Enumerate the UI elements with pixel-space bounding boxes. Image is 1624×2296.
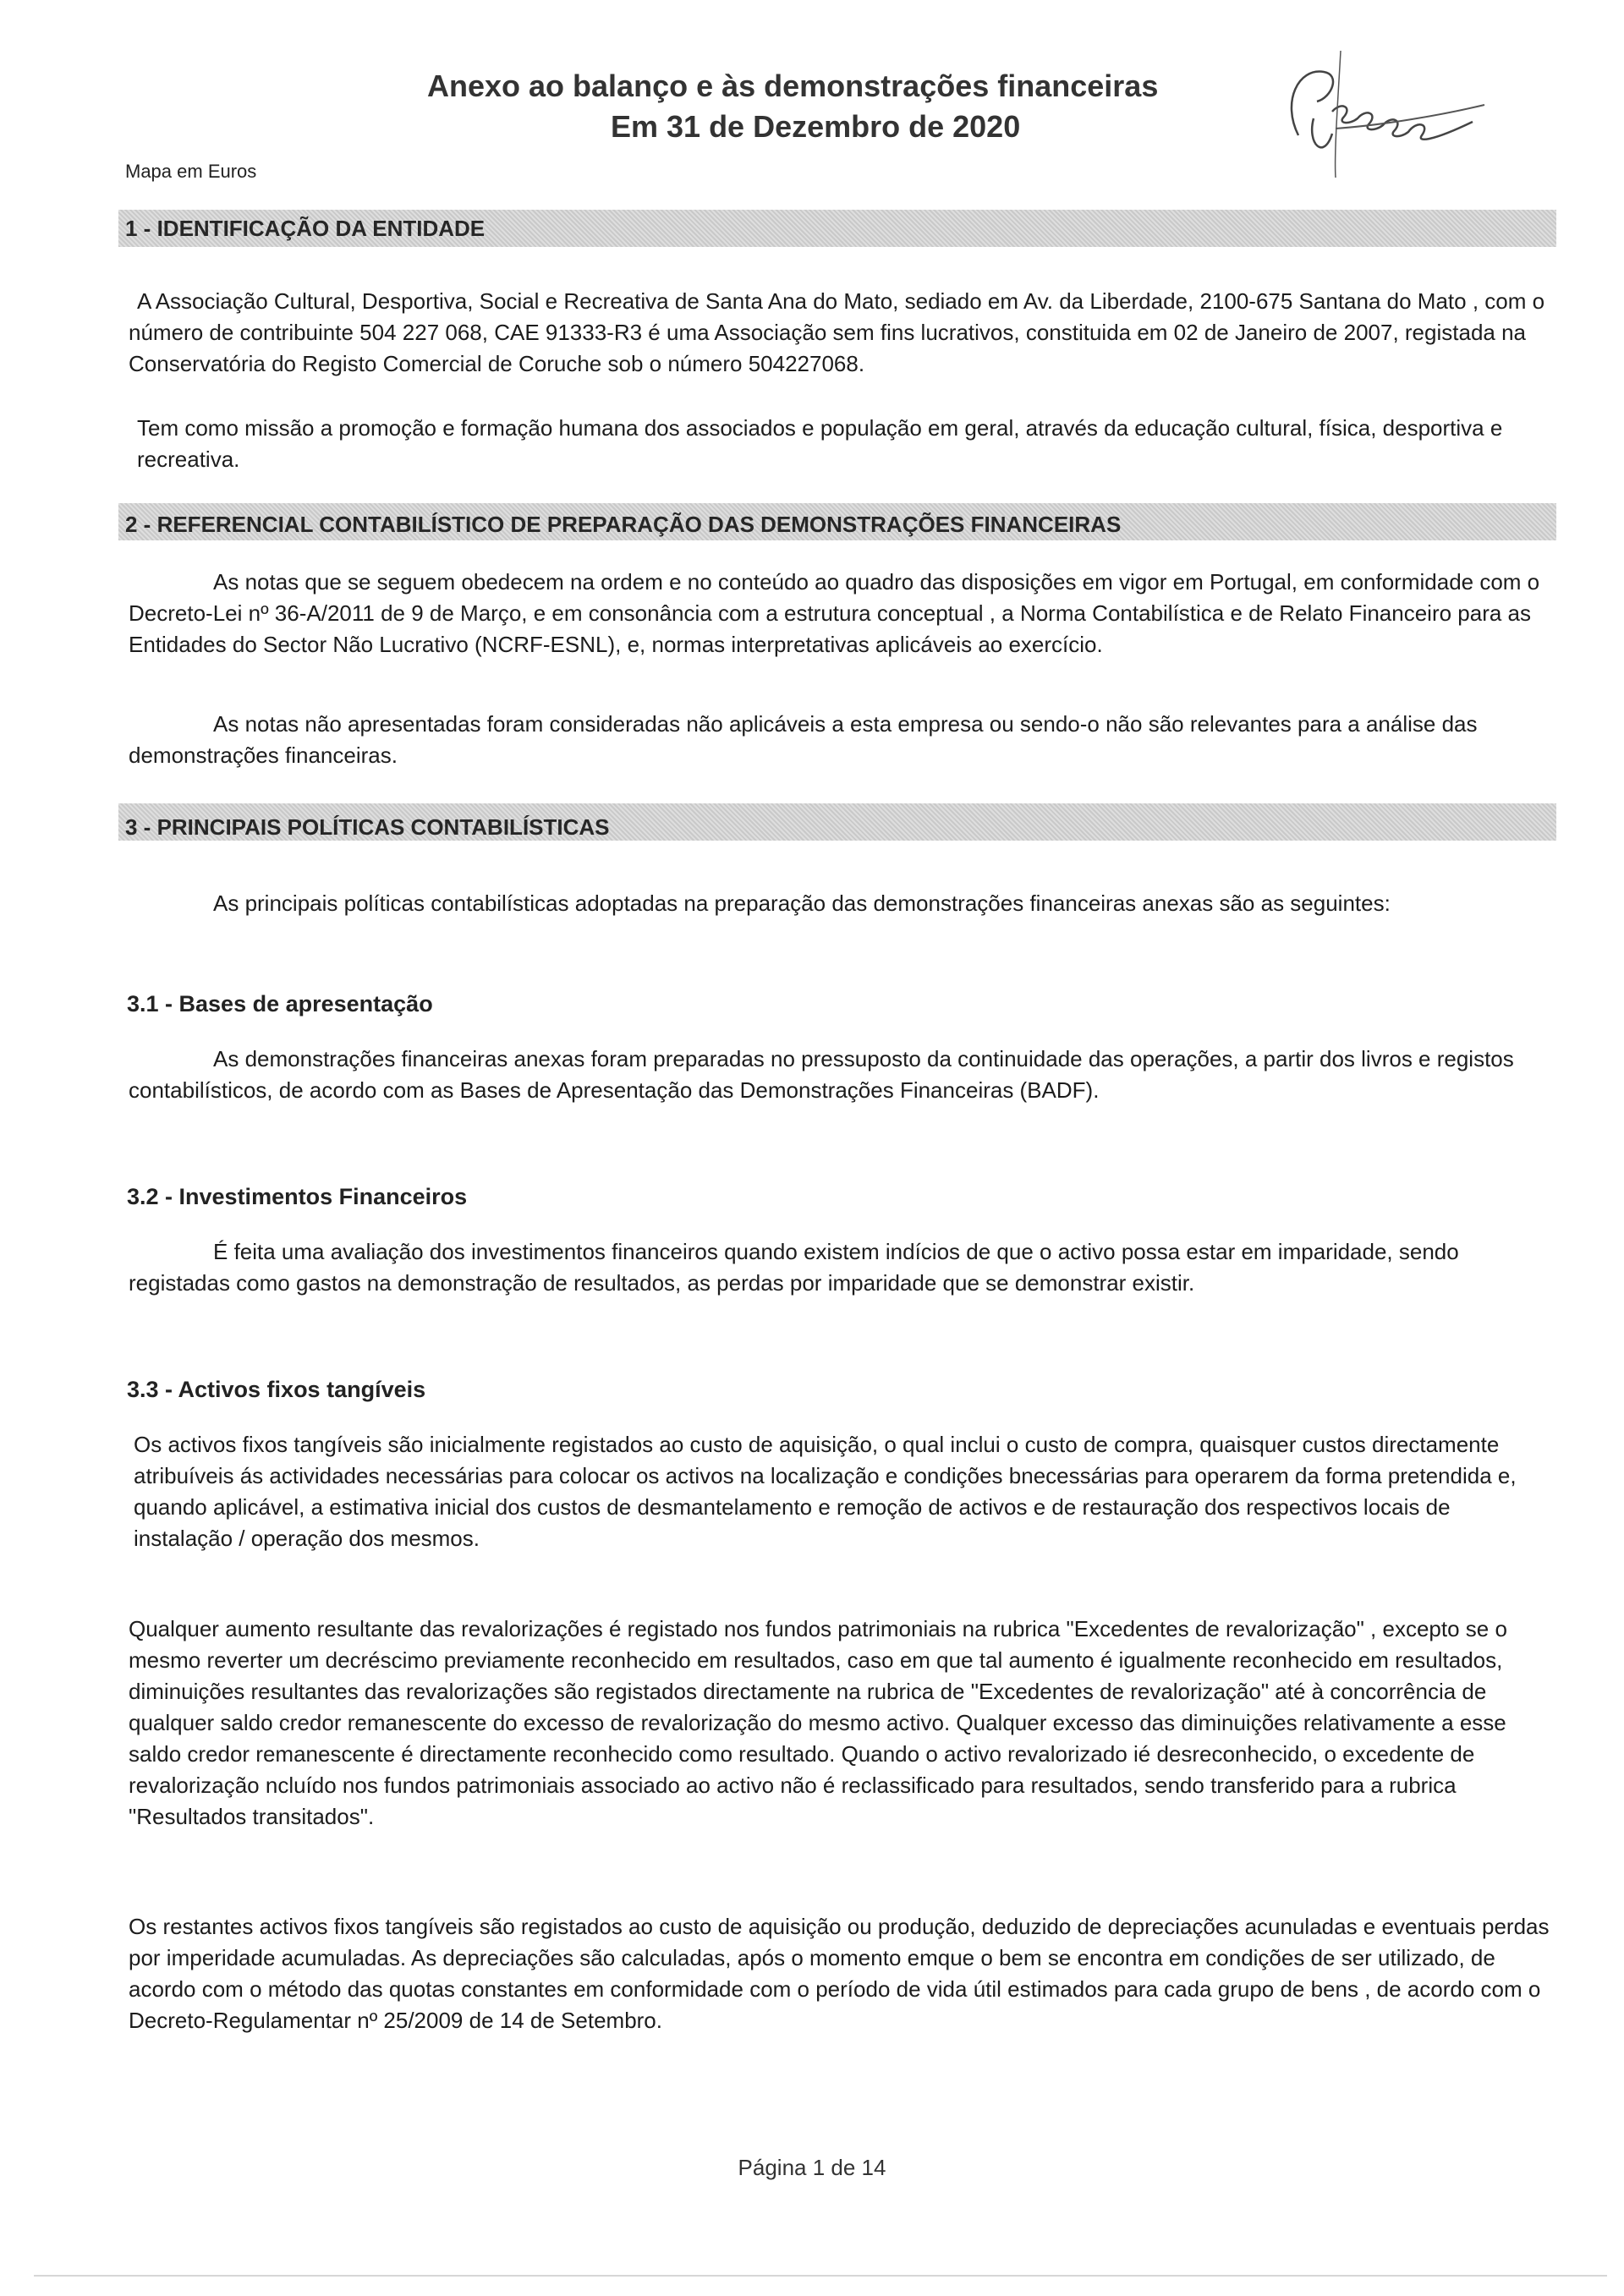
section-2-paragraph-2: As notas não apresentadas foram consideradas não aplicáveis a esta empresa ou sendo-o não são relevantes para a análise das demonstrações financeiras. (129, 711, 1478, 768)
section-2-paragraph-1: As notas que se seguem obedecem na ordem e no conteúdo ao quadro das disposições em vigor em Portugal, em conformidade com o Decreto-Lei nº 36-A/2011 de 9 de Março, e em consonância com a estrutura conceptual , a Norma Contabilística e de Relato Financeiro para as Entidades do Sector Não Lucrativo (NCRF-ESNL), e, normas interpretativas aplicáveis ao exercício. (129, 569, 1540, 657)
section-1-paragraph-2: Tem como missão a promoção e formação humana dos associados e população em geral, através da educação cultural, física, desportiva e recreativa. (137, 415, 1503, 472)
section-3-intro: As principais políticas contabilísticas adoptadas na preparação das demonstrações financeiras anexas são as seguintes: (213, 890, 1391, 916)
page-number: Página 1 de 14 (738, 2155, 886, 2180)
section-2-heading: 2 - REFERENCIAL CONTABILÍSTICO DE PREPARAÇÃO DAS DEMONSTRAÇÕES FINANCEIRAS (125, 512, 1122, 537)
section-1-paragraph-1: A Associação Cultural, Desportiva, Social e Recreativa de Santa Ana do Mato, sediado em Av. da Liberdade, 2100-675 Santana do Mato , com o número de contribuinte 504 227 068, CAE 91333-R3 é uma Associação sem fins lucrativos, constituida em 02 de Janeiro de 2007, registada na Conservatória do Registo Comercial de Coruche sob o número 504227068. (129, 288, 1545, 376)
document-title: Anexo ao balanço e às demonstrações financeiras (427, 68, 1159, 103)
subsection-3-3-paragraph-3: Os restantes activos fixos tangíveis são registados ao custo de aquisição ou produção, deduzido de depreciações acunuladas e eventuais perdas por imperidade acumuladas. As depreciações são calculadas, após o momento emque o bem se encontra em condições de ser utilizado, de acordo com o método das quotas constantes em conformidade com o período de vida útil estimados para cada grupo de bens , de acordo com o Decreto-Regulamentar nº 25/2009 de 14 de Setembro. (129, 1914, 1550, 2033)
page-bottom-divider (34, 2275, 1607, 2277)
section-3-heading: 3 - PRINCIPAIS POLÍTICAS CONTABILÍSTICAS (125, 814, 610, 840)
subsection-3-2-paragraph: É feita uma avaliação dos investimentos financeiros quando existem indícios de que o activo possa estar em imparidade, sendo registadas como gastos na demonstração de resultados, as perdas por imparidade que se demonstrar existir. (129, 1239, 1459, 1296)
subsection-3-3-paragraph-2: Qualquer aumento resultante das revalorizações é registado nos fundos patrimoniais na rubrica "Excedentes de revalorização" , excepto se o mesmo reverter um decréscimo previamente reconhecido em resultados, caso em que tal aumento é igualmente reconhecido em resultados, diminuições resultantes das revalorizações são registados directamente na rubrica de "Excedentes de revalorização" até à concorrência de qualquer saldo credor remanescente do excesso de revalorização do mesmo activo. Qualquer excesso das diminuições relativamente a esse saldo credor remanescente é directamente reconhecido como resultado. Quando o activo revalorizado ié desreconhecido, o excedente de revalorização ncluído nos fundos patrimoniais associado ao activo não é reclassificado para resultados, sendo transferido para a rubrica "Resultados transitados". (129, 1616, 1507, 1829)
subsection-3-2-title: 3.2 - Investimentos Financeiros (127, 1184, 468, 1209)
subsection-3-1-paragraph: As demonstrações financeiras anexas foram preparadas no pressuposto da continuidade das operações, a partir dos livros e registos contabilísticos, de acordo com as Bases de Apresentação das Demonstrações Financeiras (BADF). (129, 1046, 1514, 1103)
subsection-3-3-title: 3.3 - Activos fixos tangíveis (127, 1377, 426, 1402)
subsection-3-3-paragraph-1: Os activos fixos tangíveis são inicialmente registados ao custo de aquisição, o qual inclui o custo de compra, quaisquer custos directamente atribuíveis ás actividades necessárias para colocar os activos na localização e condições bnecessárias para operarem da forma pretendida e, quando aplicável, a estimativa inicial dos custos de desmantelamento e remoção de activos e de restauração dos respectivos locais de instalação / operação dos mesmos. (134, 1432, 1517, 1551)
handwritten-signature (1273, 34, 1544, 186)
subsection-3-1-title: 3.1 - Bases de apresentação (127, 991, 433, 1016)
document-date: Em 31 de Dezembro de 2020 (611, 109, 1021, 144)
section-1-heading: 1 - IDENTIFICAÇÃO DA ENTIDADE (125, 216, 486, 241)
map-unit-label: Mapa em Euros (125, 161, 257, 182)
